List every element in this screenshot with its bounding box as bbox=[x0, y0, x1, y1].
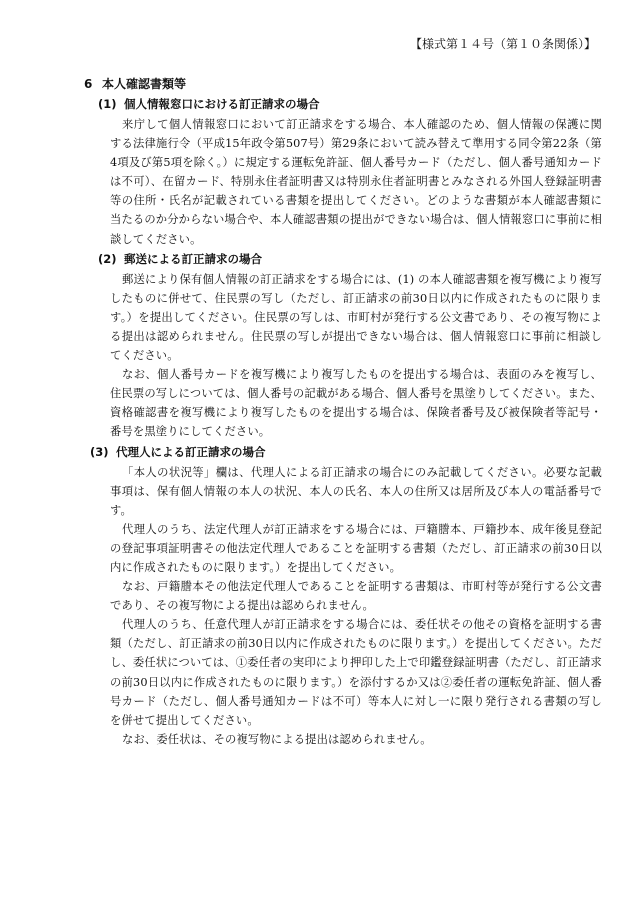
document-content bbox=[84, 74, 602, 749]
form-number-label: 【様式第１４号（第１０条関係）】 bbox=[409, 37, 596, 51]
paragraph: 代理人のうち、法定代理人が訂正請求をする場合には、戸籍謄本、戸籍抄本、成年後見登記の登記事項証明書その他法定代理人であることを証明する書類（ただし、訂正請求の前30日以内に作成されたものに限ります。）を提出してください。 bbox=[110, 522, 602, 574]
subsection-title: 個人情報窓口における訂正請求の場合 bbox=[124, 97, 320, 111]
paragraph: なお、委任状は、その複写物による提出は認められません。 bbox=[122, 732, 432, 746]
paragraph: なお、個人番号カードを複写機により複写したものを提出する場合は、表面のみを複写し、住民票の写しについては、個人番号の記載がある場合、個人番号を黒塗りしてください。また、資格確認書を複写機により複写したものを提出する場合は、保険者番号及び被保険者等記号・番号を黒塗りにしてください。 bbox=[110, 368, 602, 439]
section-number: 6 bbox=[84, 77, 93, 91]
section-title: 本人確認書類等 bbox=[102, 77, 187, 91]
paragraph: 代理人のうち、任意代理人が訂正請求をする場合には、委任状その他その資格を証明する書類（ただし、訂正請求の前30日以内に作成されたものに限ります。）を提出してください。ただし、委任状については、①委任者の実印により押印した上で印鑑登録証明書（ただし、訂正請求の前30日以内に作成されたものに限ります。）を添付するか又は②委任者の運転免許証、個人番号カード（ただし、個人番号通知カードは不可）等本人に対し一に限り発行される書類の写しを併せて提出してください。 bbox=[110, 618, 602, 727]
subsection-number: (3) bbox=[90, 444, 109, 459]
subsection-number: (1) bbox=[98, 97, 117, 111]
paragraph: なお、戸籍謄本その他法定代理人であることを証明する書類は、市町村等が発行する公文書であり、その複写物による提出は認められません。 bbox=[110, 580, 602, 613]
subsection-title: 郵送による訂正請求の場合 bbox=[124, 251, 262, 266]
subsection-number: (2) bbox=[98, 251, 117, 266]
paragraph: 郵送により保有個人情報の訂正請求をする場合には、(1) の本人確認書類を複写機により複写したものに併せて、住民票の写し（ただし、訂正請求の前30日以内に作成されたものに限ります。）を提出してください。住民票の写しは、市町村が発行する公文書であり、その複写物による提出は認められません。住民票の写しが提出できない場合は、個人情報窓口に事前に相談してください。 bbox=[110, 272, 602, 363]
paragraph: 「本人の状況等」欄は、代理人による訂正請求の場合にのみ記載してください。必要な記載事項は、保有個人情報の本人の状況、本人の氏名、本人の住所又は居所及び本人の電話番号です。 bbox=[110, 465, 602, 517]
subsection-title: 代理人による訂正請求の場合 bbox=[116, 444, 266, 459]
section-heading bbox=[84, 74, 602, 94]
paragraph: 来庁して個人情報窓口において訂正請求をする場合、本人確認のため、個人情報の保護に関する法律施行令（平成15年政令第507号）第29条において読み替えて準用する同令第22条（第4項及び第5項を除く。）に規定する運転免許証、個人番号カード（ただし、個人番号通知カードは不可）、在留カード、特別永住者証明書又は特別永住者証明書とみなされる外国人登録証明書等の住所・氏名が記載されている書類を提出してください。どのような書類が本人確認書類に当たるのか分からない場合や、本人確認書類の提出ができない場合は、個人情報窓口に事前に相談してください。 bbox=[110, 118, 602, 246]
subsection-heading-1 bbox=[84, 94, 602, 115]
subsection-heading-2 bbox=[84, 249, 602, 270]
subsection-heading-3 bbox=[84, 442, 602, 463]
